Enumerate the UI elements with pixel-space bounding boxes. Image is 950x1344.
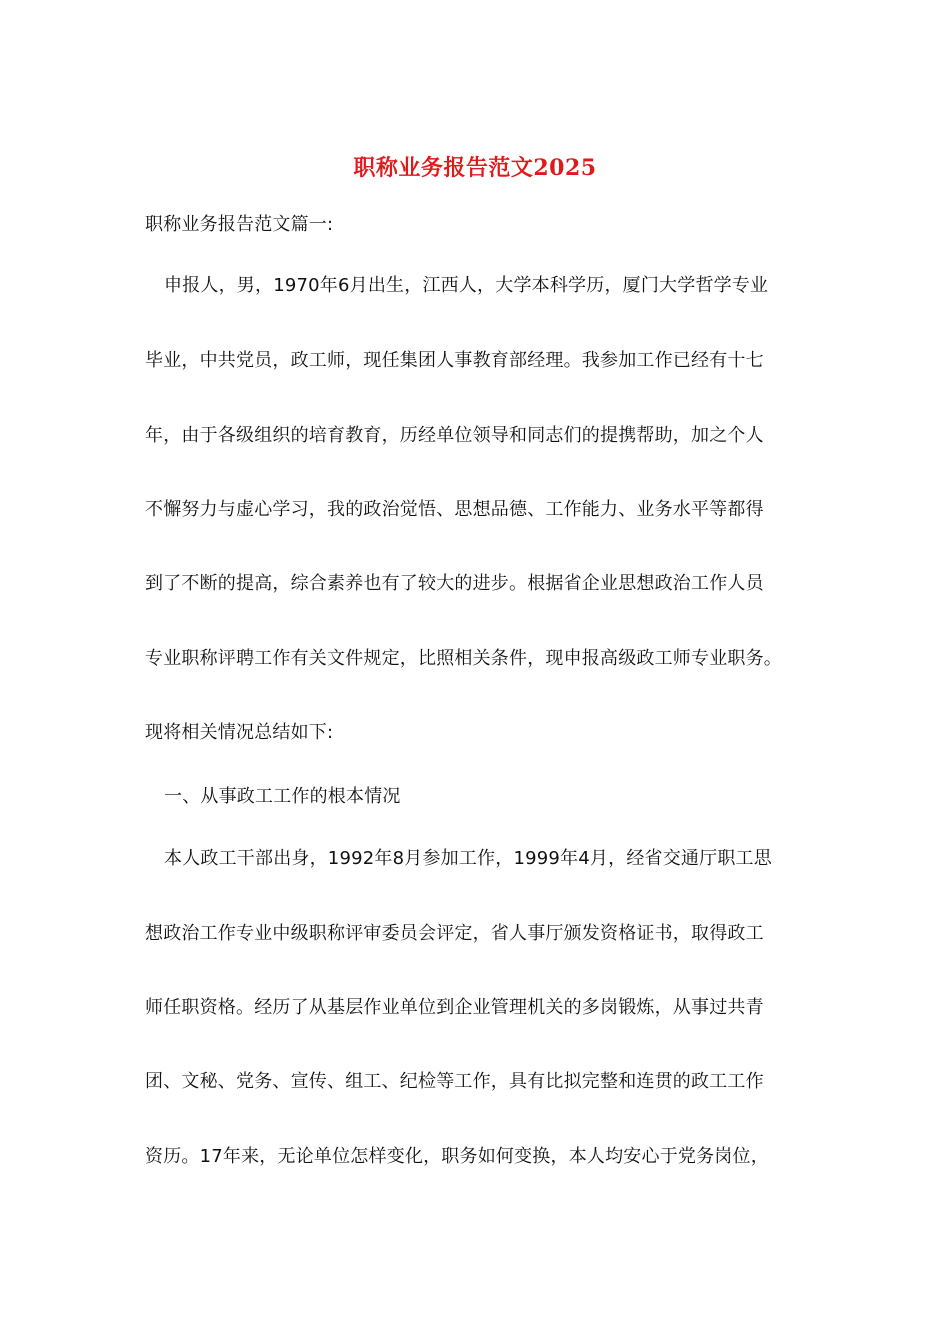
paragraph-line: 现将相关情况总结如下: xyxy=(145,722,334,743)
paragraph-line: 申报人，男，1970年6月出生，江西人，大学本科学历，厦门大学哲学专业 xyxy=(164,275,769,296)
paragraph-line: 到了不断的提高，综合素养也有了较大的进步。根据省企业思想政治工作人员 xyxy=(145,573,764,594)
paragraph-line: 资历。17年来，无论单位怎样变化，职务如何变换，本人均安心于党务岗位， xyxy=(145,1146,769,1167)
paragraph-line: 专业职称评聘工作有关文件规定，比照相关条件，现申报高级政工师专业职务。 xyxy=(145,648,782,669)
paragraph-line: 不懈努力与虚心学习，我的政治觉悟、思想品德、工作能力、业务水平等都得 xyxy=(145,499,764,520)
paragraph-line: 想政治工作专业中级职称评审委员会评定，省人事厅颁发资格证书，取得政工 xyxy=(145,923,764,944)
paragraph-line: 毕业，中共党员，政工师，现任集团人事教育部经理。我参加工作已经有十七 xyxy=(145,350,764,371)
paragraph-line: 师任职资格。经历了从基层作业单位到企业管理机关的多岗锻炼，从事过共青 xyxy=(145,997,764,1018)
subsection-heading: 一、从事政工工作的根本情况 xyxy=(164,786,401,807)
paragraph-line: 年，由于各级组织的培育教育，历经单位领导和同志们的提携帮助，加之个人 xyxy=(145,425,764,446)
section-heading: 职称业务报告范文篇一: xyxy=(145,214,334,235)
document-title: 职称业务报告范文2025 xyxy=(353,155,597,181)
paragraph-line: 本人政工干部出身，1992年8月参加工作，1999年4月，经省交通厅职工思 xyxy=(164,848,772,869)
paragraph-line: 团、文秘、党务、宣传、组工、纪检等工作，具有比拟完整和连贯的政工工作 xyxy=(145,1071,764,1092)
